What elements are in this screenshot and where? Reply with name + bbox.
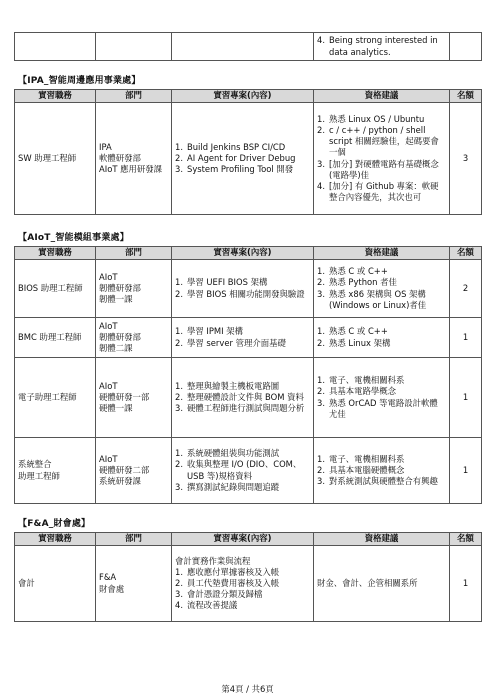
aiot-table xyxy=(14,246,482,504)
section-title-ipa: 【IPA_智能周邊應用事業處】 xyxy=(18,76,141,86)
headcount: 1 xyxy=(450,318,482,358)
header-dept: 部門 xyxy=(96,247,172,260)
headcount: 1 xyxy=(450,546,482,622)
project-list xyxy=(172,358,314,438)
project-list xyxy=(172,546,314,622)
list-item: 2. 具基本電腦硬體概念 xyxy=(317,464,405,475)
department: F&A 財會處 xyxy=(96,546,172,622)
ipa-table xyxy=(14,89,482,215)
table-row xyxy=(15,358,482,438)
list-item: 1. 熟悉 C 或 C++ xyxy=(317,266,388,277)
header-project: 實習專案(內容) xyxy=(172,533,314,546)
list-item: 1. Build Jenkins BSP CI/CD xyxy=(175,141,286,152)
department: AIoT 硬體研發二部 系統研發課 xyxy=(96,438,172,504)
qualification-text: 財金、會計、企管相關系所 xyxy=(314,546,450,622)
list-item: 1. 系統硬體組裝與功能測試 xyxy=(175,448,280,459)
list-item: 3. 撰寫測試紀錄與問題追蹤 xyxy=(175,481,280,492)
table-row xyxy=(15,438,482,504)
list-item: 3. 硬體工程師進行測試與問題分析 xyxy=(175,403,305,414)
page-footer: 第4頁 / 共6頁 xyxy=(221,684,274,694)
list-item: 2. AI Agent for Driver Debug xyxy=(175,152,296,163)
list-item: 2. c / c++ / python / shell script 相關經驗佳，起碼要會一個 xyxy=(317,125,439,158)
department: IPA 軟體研發部 AIoT 應用研發課 xyxy=(96,103,172,215)
top-continuation-table xyxy=(14,32,482,61)
job-title: 系統整合 助理工程師 xyxy=(15,438,96,504)
table-row xyxy=(15,260,482,318)
list-item: 1. 學習 IPMI 架構 xyxy=(175,326,244,337)
department: AIoT 硬體研發一部 硬體一課 xyxy=(96,358,172,438)
job-title: BMC 助理工程師 xyxy=(15,318,96,358)
department: AIoT 韌體研發部 韌體一課 xyxy=(96,260,172,318)
headcount: 3 xyxy=(450,103,482,215)
table-row xyxy=(15,546,482,622)
list-item: 2. 熟悉 Linux 架構 xyxy=(317,337,391,348)
header-count: 名額 xyxy=(450,90,482,103)
job-title: BIOS 助理工程師 xyxy=(15,260,96,318)
list-item: 2. 整理硬體設計文件與 BOM 資料 xyxy=(175,391,304,402)
fa-table xyxy=(14,532,482,622)
list-item: 1. 應收應付單據審核及入帳 xyxy=(175,566,280,577)
header-qual: 資格建議 xyxy=(314,533,450,546)
list-item: 4. 流程改善提議 xyxy=(175,600,238,611)
header-count: 名額 xyxy=(450,247,482,260)
job-title: 電子助理工程師 xyxy=(15,358,96,438)
list-item: 2. 熟悉 Python 者佳 xyxy=(317,277,397,288)
list-item: 2. 具基本電路學概念 xyxy=(317,386,396,397)
list-item: 3. 熟悉 OrCAD 等電路設計軟體尤佳 xyxy=(317,397,438,419)
table-row xyxy=(15,318,482,358)
headcount: 1 xyxy=(450,438,482,504)
list-item: 1. 電子、電機相關科系 xyxy=(317,453,405,464)
section-title-aiot: 【AIoT_智能模組事業處】 xyxy=(18,233,129,243)
project-list xyxy=(172,438,314,504)
list-item: 3. [加分] 對硬體電路有基礎概念(電路學)佳 xyxy=(317,158,439,180)
list-item: 1. 熟悉 Linux OS / Ubuntu xyxy=(317,114,425,125)
list-item: 3. 熟悉 x86 架構與 OS 架構(Windows or Linux)者佳 xyxy=(317,288,427,310)
qualification-list xyxy=(314,260,450,318)
job-title: 會計 xyxy=(15,546,96,622)
header-dept: 部門 xyxy=(96,90,172,103)
list-item: 1. 電子、電機相關科系 xyxy=(317,375,405,386)
list-item: 4. [加分] 有 Github 專案：軟硬整合內容優先，其次也可 xyxy=(317,180,439,202)
header-project: 實習專案(內容) xyxy=(172,247,314,260)
project-list xyxy=(172,103,314,215)
headcount: 2 xyxy=(450,260,482,318)
list-item: 1. 熟悉 C 或 C++ xyxy=(317,326,388,337)
list-item: 3. System Profiling Tool 開發 xyxy=(175,164,294,175)
list-item: 4. Being strong interested in data analytics. xyxy=(317,35,438,57)
table-row xyxy=(15,103,482,215)
headcount: 1 xyxy=(450,358,482,438)
header-title: 實習職務 xyxy=(15,533,96,546)
header-qual: 資格建議 xyxy=(314,247,450,260)
qualification-list xyxy=(314,358,450,438)
header-dept: 部門 xyxy=(96,533,172,546)
list-item: 2. 收集與整理 I/O (DIO、COM、USB 等)規格資料 xyxy=(175,459,302,481)
header-count: 名額 xyxy=(450,533,482,546)
section-title-fa: 【F&A_財會處】 xyxy=(18,519,91,529)
header-project: 實習專案(內容) xyxy=(172,90,314,103)
list-item: 1. 整理與繪製主機板電路圖 xyxy=(175,380,280,391)
list-item: 3. 對系統測試與硬體整合有興趣 xyxy=(317,476,438,487)
project-intro: 會計實務作業與流程 xyxy=(175,555,251,566)
list-item: 2. 員工代墊費用審核及入帳 xyxy=(175,577,280,588)
department: AIoT 韌體研發部 韌體二課 xyxy=(96,318,172,358)
header-qual: 資格建議 xyxy=(314,90,450,103)
list-item: 2. 學習 server 管理介面基礎 xyxy=(175,337,286,348)
project-list xyxy=(172,260,314,318)
header-title: 實習職務 xyxy=(15,247,96,260)
qualification-list xyxy=(314,438,450,504)
document-page xyxy=(14,0,481,622)
list-item: 1. 學習 UEFI BIOS 架構 xyxy=(175,277,268,288)
qualification-list xyxy=(314,103,450,215)
job-title: SW 助理工程師 xyxy=(15,103,96,215)
list-item: 2. 學習 BIOS 相關功能開發與驗證 xyxy=(175,288,305,299)
list-item: 3. 會計憑證分類及歸檔 xyxy=(175,589,263,600)
project-list xyxy=(172,318,314,358)
qualification-list xyxy=(314,318,450,358)
header-title: 實習職務 xyxy=(15,90,96,103)
